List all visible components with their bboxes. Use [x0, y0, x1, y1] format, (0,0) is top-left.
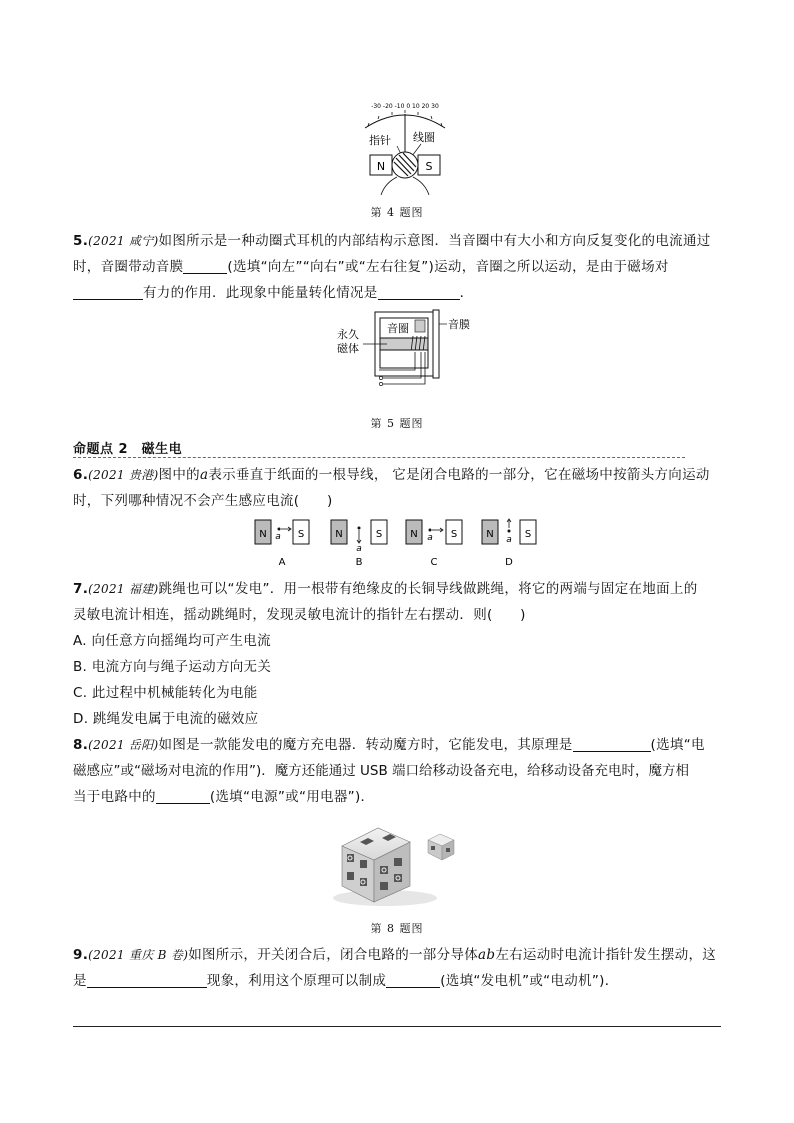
- scale-labels: -30 -20 -10 0 10 20 30: [371, 103, 439, 110]
- figure-5-caption: 第 5 题图: [370, 417, 424, 430]
- option-d-label: D: [505, 557, 513, 568]
- q9-text-1b: 左右运动时电流计指针发生摆动，这: [495, 947, 717, 963]
- pointer-label: 指针: [369, 134, 391, 147]
- q7-option-c[interactable]: C. 此过程中机械能转化为电能: [73, 685, 258, 701]
- figure-4-caption: 第 4 题图: [370, 206, 424, 219]
- q8-text-2: 磁感应”或“磁场对电流的作用”)．魔方还能通过 USB 端口给移动设备充电，给移动设备充电时，魔方相: [73, 763, 690, 779]
- q8-source: (2021 岳阳): [88, 738, 159, 752]
- topic-label: 命题点 2 磁生电: [73, 442, 183, 457]
- magnet-label-2: 磁体: [337, 342, 359, 355]
- pole-s-c: S: [450, 529, 458, 540]
- membrane-label: 音膜: [448, 318, 470, 331]
- q9-line-2: [73, 968, 733, 994]
- coil-label: 线圈: [413, 131, 435, 144]
- q9-blank-2[interactable]: [386, 971, 440, 988]
- q7-option-d[interactable]: D. 跳绳发电属于电流的磁效应: [73, 711, 259, 727]
- pole-s-d: S: [524, 529, 532, 540]
- pole-n-b: N: [335, 529, 343, 540]
- q7-number: 7.: [73, 581, 89, 597]
- q7-option-b[interactable]: B. 电流方向与绳子运动方向无关: [73, 659, 272, 675]
- q8-number: 8.: [73, 737, 89, 753]
- q5-text-3b: ．: [459, 285, 474, 301]
- q7-line-1: [73, 576, 733, 602]
- q5-blank-1[interactable]: [183, 257, 227, 274]
- q5-text-3a: 有力的作用．此现象中能量转化情况是: [143, 285, 378, 301]
- q9-blank-1[interactable]: [87, 971, 207, 988]
- question-7: [73, 576, 733, 732]
- figure-4-galvanometer: [355, 100, 455, 195]
- q9-text-1a: 如图所示，开关闭合后，闭合电路的一部分导体: [188, 947, 479, 963]
- footer-rule: [73, 1026, 721, 1027]
- q5-blank-2[interactable]: [73, 283, 143, 300]
- q8-text-1a: 如图是一款能发电的魔方充电器．转动魔方时，它能发电，其原理是: [158, 737, 573, 753]
- q6-number: 6.: [73, 467, 89, 483]
- pole-n-c: N: [410, 529, 418, 540]
- q5-line-3: [73, 280, 733, 306]
- pole-n: N: [376, 160, 386, 173]
- wire-c: a: [427, 533, 433, 543]
- wire-a: a: [275, 532, 281, 542]
- question-8: [73, 732, 733, 810]
- q8-text-3a: 当于电路中的: [73, 789, 156, 805]
- q7-option-a[interactable]: A. 向任意方向摇绳均可产生电流: [73, 633, 271, 649]
- pole-s-a: S: [297, 529, 305, 540]
- option-b-label: B: [355, 557, 363, 568]
- q9-text-2c: (选填“发电机”或“电动机”)．: [440, 973, 619, 989]
- q7-text-1: 跳绳也可以“发电”．用一根带有绝缘皮的长铜导线做跳绳，将它的两端与固定在地面上的: [158, 581, 698, 597]
- q8-line-1: [73, 732, 733, 758]
- q5-text-2b: (选填“向左”“向右”或“左右往复”)运动，音圈之所以运动，是由于磁场对: [227, 259, 669, 275]
- q9-line-1: [73, 942, 733, 968]
- q5-line-2: [73, 254, 733, 280]
- wire-b: a: [356, 544, 362, 554]
- magnet-label-1: 永久: [337, 328, 359, 341]
- q6-variable: a: [199, 467, 209, 483]
- option-c-label: C: [430, 557, 438, 568]
- pole-n-a: N: [259, 529, 267, 540]
- q6-text-2: 时，下列哪种情况不会产生感应电流( ): [73, 493, 333, 509]
- q9-text-2b: 现象，利用这个原理可以制成: [206, 973, 387, 989]
- q6-line-1: [73, 462, 733, 488]
- figure-8-cube-charger: [330, 820, 470, 908]
- q9-number: 9.: [73, 947, 89, 963]
- question-9: [73, 942, 733, 994]
- q9-source: (2021 重庆 B 卷): [88, 948, 189, 962]
- coil-label: 音圈: [387, 322, 409, 335]
- q6-text-1a: 图中的: [158, 467, 200, 483]
- q8-text-3b: (选填“电源”或“用电器”)．: [209, 789, 375, 805]
- q5-number: 5.: [73, 233, 89, 249]
- q8-line-2: [73, 758, 733, 784]
- q7-text-2: 灵敏电流计相连，摇动跳绳时，发现灵敏电流计的指针左右摆动．则( ): [73, 607, 526, 623]
- pole-s-b: S: [375, 529, 383, 540]
- q8-blank-2[interactable]: [156, 787, 210, 804]
- q8-blank-1[interactable]: [573, 735, 651, 752]
- q6-line-2: [73, 488, 733, 514]
- q7-line-2: [73, 602, 733, 628]
- question-5: [73, 228, 733, 306]
- question-6: [73, 462, 733, 514]
- pole-n-d: N: [486, 529, 494, 540]
- q5-text-2a: 时，音圈带动音膜: [73, 259, 184, 275]
- figure-8-caption: 第 8 题图: [370, 922, 424, 935]
- topic-header: [73, 438, 685, 458]
- q5-source: (2021 咸宁): [88, 234, 159, 248]
- q8-line-3: [73, 784, 733, 810]
- pole-s: S: [425, 160, 433, 173]
- q6-text-1b: 表示垂直于纸面的一根导线， 它是闭合电路的一部分，它在磁场中按箭头方向运动: [208, 467, 710, 483]
- q9-text-2a: 是: [73, 973, 87, 989]
- q5-text-1: 如图所示是一种动圈式耳机的内部结构示意图．当音圈中有大小和方向反复变化的电流通过: [158, 233, 711, 249]
- q6-source: (2021 贵港): [88, 468, 159, 482]
- q5-blank-3[interactable]: [378, 283, 460, 300]
- figure-6-options: [250, 518, 545, 570]
- q7-source: (2021 福建): [88, 582, 159, 596]
- wire-d: a: [506, 535, 512, 545]
- q5-line-1: [73, 228, 733, 254]
- q9-variable: ab: [478, 947, 496, 963]
- q8-text-1b: (选填“电: [650, 737, 705, 753]
- figure-5-headphone: [335, 308, 485, 403]
- option-a-label: A: [278, 557, 286, 568]
